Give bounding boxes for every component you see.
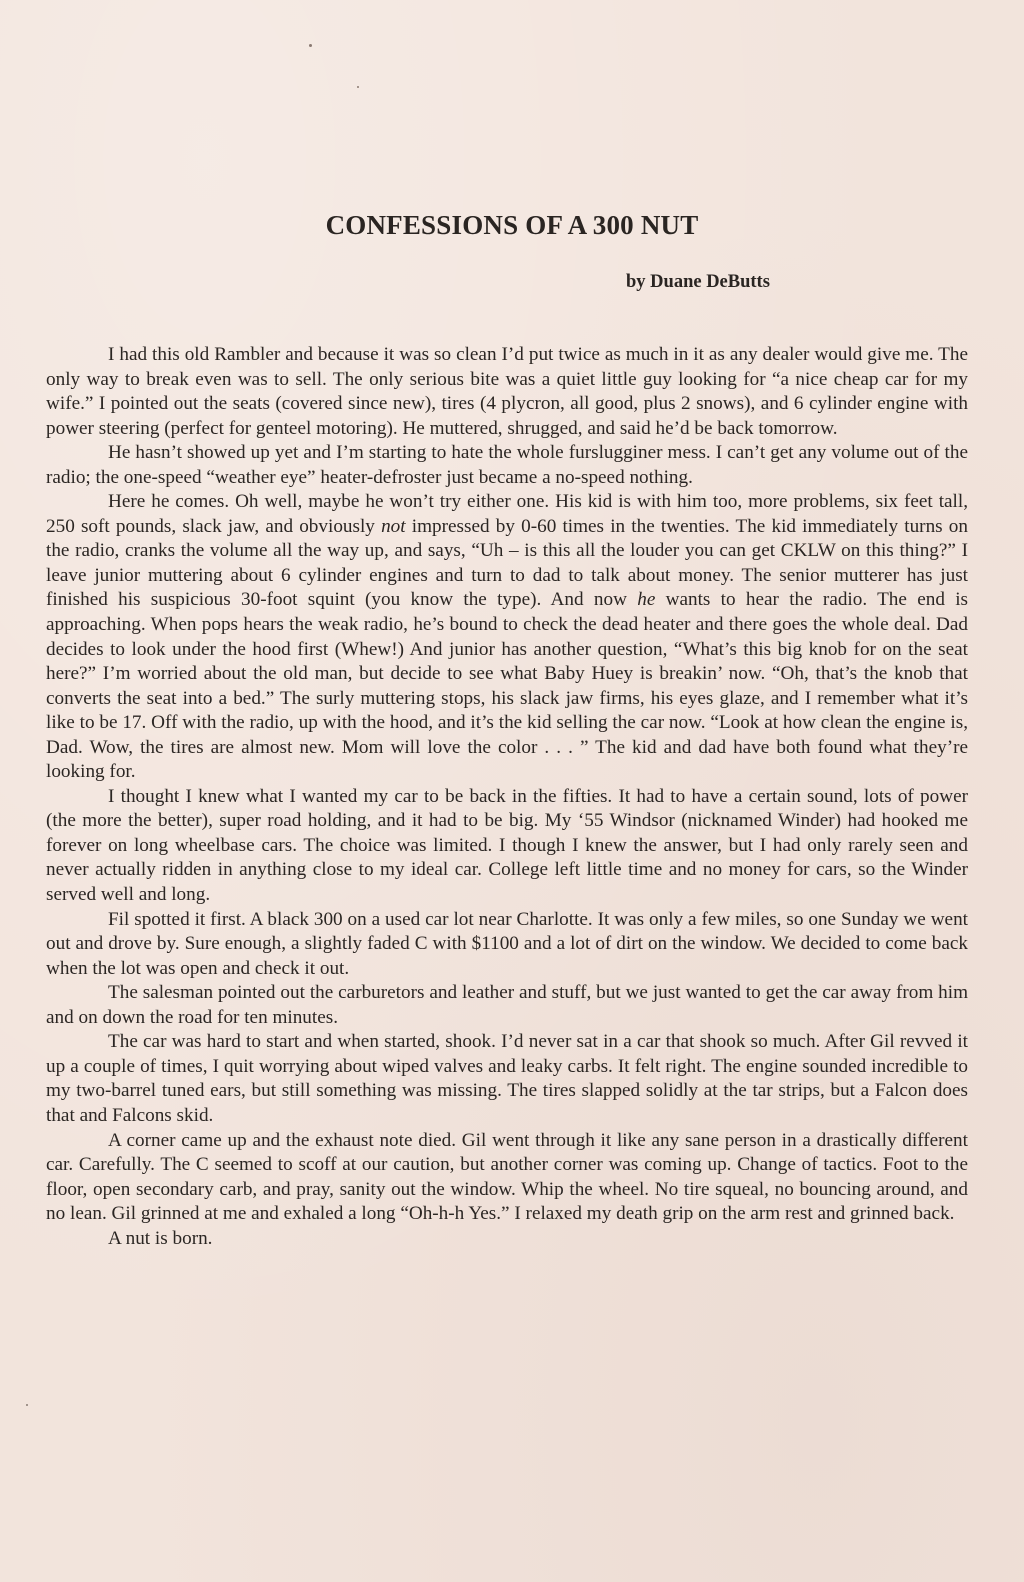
paragraph-1-text: I had this old Rambler and because it was so clean I’d put twice as much in it as any dealer would give me. The only way to break even was to sell. The only serious bite was a quiet little guy looking for “a nice cheap car for my wife.” I pointed out the seats (covered since new), tires (4 plycron, all good, plus 2 snows), and 6 cylinder engine with power steering (perfect for genteel motoring). He muttered, shrugged, and said he’d be back tomorrow. bbox=[46, 344, 968, 439]
article-body bbox=[46, 343, 968, 1251]
paragraph-1 bbox=[46, 343, 968, 441]
paragraph-9 bbox=[46, 1227, 968, 1252]
paragraph-5-text: Fil spotted it first. A black 300 on a used car lot near Charlotte. It was only a few miles, so one Sunday we went out and drove by. Sure enough, a slightly faded C with $1100 and a lot of dirt on the window. We decided to come back when the lot was open and check it out. bbox=[46, 908, 968, 979]
paper-speck bbox=[357, 86, 359, 88]
paragraph-6 bbox=[46, 981, 968, 1030]
paper-speck bbox=[309, 44, 312, 47]
paragraph-2 bbox=[46, 441, 968, 490]
paragraph-6-text: The salesman pointed out the carburetors and leather and stuff, but we just wanted to get the car away from him and on down the road for ten minutes. bbox=[46, 982, 968, 1028]
article-title: CONFESSIONS OF A 300 NUT bbox=[325, 210, 699, 240]
paragraph-7 bbox=[46, 1030, 968, 1128]
paragraph-4 bbox=[46, 785, 968, 908]
paragraph-3 bbox=[46, 490, 968, 785]
paragraph-3-emphasis-not: not bbox=[381, 515, 406, 537]
paragraph-9-text: A nut is born. bbox=[108, 1227, 213, 1249]
paragraph-3-text-a: Here he comes. Oh well, maybe he won’t try either one. His kid is with him too, more problems, six feet tall, 250 soft pounds, slack jaw, and obviously bbox=[46, 491, 968, 537]
paragraph-3-text-c: wants to hear the radio. The end is approaching. When pops hears the weak radio, he’s bound to check the dead heater and there goes the whole deal. Dad decides to look under the hood first (Whew!) And junior has another question, “What’s this big knob for on the seat here?” I’m worried about the old man, but decide to see what Baby Huey is breakin’ now. “Oh, that’s the knob that converts the seat into a bed.” The surly muttering stops, his slack jaw firms, his eyes glaze, and I remember what it’s like to be 17. Off with the radio, up with the hood, and it’s the kid selling the car now. “Look at how clean the engine is, Dad. Wow, the tires are almost new. Mom will love the color . . . ” The kid and dad have both found what they’re looking for. bbox=[46, 589, 968, 783]
paragraph-4-text: I thought I knew what I wanted my car to be back in the fifties. It had to have a certain sound, lots of power (the more the better), super road holding, and it had to be big. My ‘55 Windsor (nicknamed Winder) had hooked me forever on long wheelbase cars. The choice was limited. I though I knew the answer, but I had only rarely seen and never actually ridden in anything close to my ideal car. College left little time and no money for cars, so the Winder served well and long. bbox=[46, 785, 968, 906]
paragraph-2-text: He hasn’t showed up yet and I’m starting to hate the whole furslugginer mess. I can’t get any volume out of the radio; the one-speed “weather eye” heater-defroster just became a no-speed nothing. bbox=[46, 442, 968, 488]
article-byline: by Duane DeButts bbox=[626, 272, 770, 292]
paragraph-8 bbox=[46, 1129, 968, 1227]
paragraph-3-text-b: impressed by 0-60 times in the twenties. The kid immediately turns on the radio, cranks the volume all the way up, and says, “Uh – is this all the louder you can get CKLW on this thing?” I leave junior muttering about 6 cylinder engines and turn to dad to talk about money. The senior mutterer has just finished his suspicious 30-foot squint (you know the type). And now bbox=[46, 515, 968, 611]
paper-speck bbox=[26, 1404, 28, 1406]
paragraph-3-emphasis-he: he bbox=[637, 589, 656, 611]
paragraph-5 bbox=[46, 908, 968, 982]
paragraph-8-text: A corner came up and the exhaust note died. Gil went through it like any sane person in a drastically different car. Carefully. The C seemed to scoff at our caution, but another corner was coming up. Change of tactics. Foot to the floor, open secondary carb, and pray, sanity out the window. Whip the wheel. No tire squeal, no bouncing around, and no lean. Gil grinned at me and exhaled a long “Oh-h-h Yes.” I relaxed my death grip on the arm rest and grinned back. bbox=[46, 1129, 968, 1225]
paragraph-7-text: The car was hard to start and when started, shook. I’d never sat in a car that shook so much. After Gil revved it up a couple of times, I quit worrying about wiped valves and leaky carbs. It felt right. The engine sounded incredible to my two-barrel tuned ears, but still something was missing. The tires slapped solidly at the tar strips, but a Falcon does that and Falcons skid. bbox=[46, 1031, 968, 1126]
